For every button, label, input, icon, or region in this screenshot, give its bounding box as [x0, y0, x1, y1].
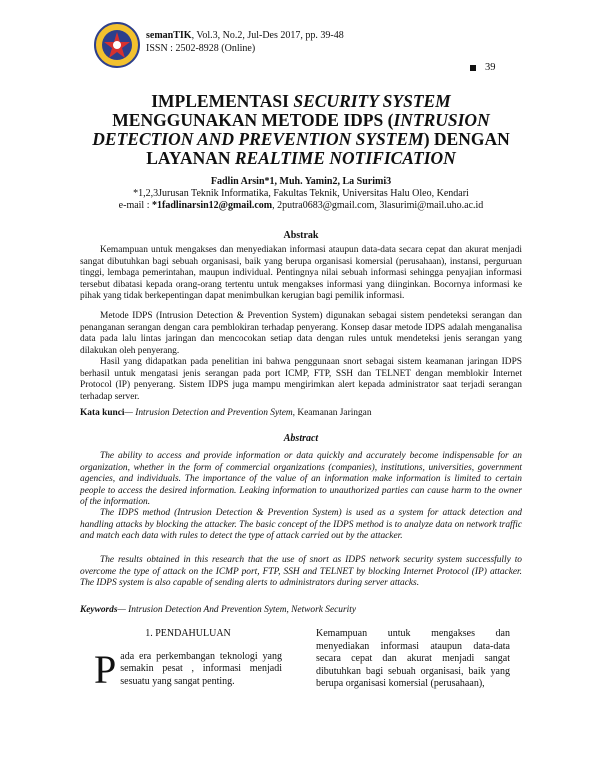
journal-citation: semanTIK, Vol.3, No.2, Jul-Des 2017, pp. 39-48 — [146, 30, 344, 41]
kata-kunci: Kata kunci— Intrusion Detection and Prevention Sytem, Keamanan Jaringan — [80, 408, 372, 418]
abstract-paragraph-3: The results obtained in this research that the use of snort as IDPS network security system successfully to overcome the type of attack on the ICMP port, FTP, SSH and TELNET by blocking Internet Protocol (IP) attacker. The IDPS system is also capable of sending alerts to administrators during server attacks. — [80, 555, 522, 588]
abstrak-paragraph-2: Metode IDPS (Intrusion Detection & Prevention System) digunakan sebagai sistem pendeteksi serangan dan penanganan serangan dengan cara pemblokiran terhadap penyerang. Konsep dasar metode IDPS adalah menganalisa data pada lalu lintas jaringan dan mencocokan setiap data dengan rules untuk mendeteksi jenis serangan yang dilakukan oleh penyerang. — [80, 311, 522, 356]
intro-right-column — [316, 628, 510, 691]
abstract-heading: Abstract — [283, 433, 319, 444]
author-block — [90, 176, 512, 212]
journal-issn: ISSN : 2502-8928 (Online) — [146, 42, 256, 54]
author-emails: e-mail : *1fadlinarsin12@gmail.com, 2putra0683@gmail.com, 3lasurimi@mail.uho.ac.id — [118, 200, 484, 211]
abstract-paragraph-1: The ability to access and provide information or data quickly and accurately become indispensable for an organization, whether in the form of commercial organizations (companies), institutions, universities, government agencies, and individuals. The importance of the value of an information make information is limited to certain people to access the desired information. Leaking information to unauthorized parties can cause harm to the owner of the information. — [80, 451, 522, 507]
abstrak-paragraph-3: Hasil yang didapatkan pada penelitian ini bahwa penggunaan snort sebagai sistem keamanan jaringan IDPS berhasil untuk mengatasi jenis serangan pada port ICMP, FTP, SSH dan TELNET dengan memblokir Internet Protocol (IP) penyerang. Sistem IDPS juga mampu mengirimkan alert kepada administrator saat terjadi serangan terhadap server. — [80, 357, 522, 402]
drop-cap: P — [94, 646, 117, 692]
email-link-1[interactable]: *1fadlinarsin12@gmail.com — [152, 200, 273, 211]
page-number: 39 — [470, 62, 496, 73]
square-bullet-icon — [470, 65, 476, 71]
abstrak-paragraph-1: Kemampuan untuk mengakses dan menyediakan informasi ataupun data-data secara cepat dan akurat menjadi sangat dibutuhkan bagi sebuah organisasi, baik yang berupa organisasi komersial (perusahaan), instansi, perguruan tinggi, lembaga pemerintahan, maupun individual. Pentingnya nilai sebuah informasi sehingga penyajian informasi tersebut dibatasi kepada orang-orang tertentu untuk mengakses informasi yang diinginkan. Bocornya informasi ke pihak yang tidak berkepentingan dapat menimbulkan kerugian bagi pemilik informasi. — [80, 245, 522, 301]
keywords: Keywords— Intrusion Detection And Prevention Sytem, Network Security — [80, 605, 356, 615]
intro-paragraph-right: Kemampuan untuk mengakses dan menyediakan informasi ataupun data-data secara cepat dan akurat menjadi sangat dibutuhkan bagi sebuah organisasi, baik yang berupa organisasi komersial (perusahaan), — [316, 628, 510, 689]
intro-left-column — [94, 628, 282, 692]
author-affiliation: *1,2,3Jurusan Teknik Informatika, Fakultas Teknik, Universitas Halu Oleo, Kendari — [133, 188, 469, 199]
email-links-other[interactable]: , 2putra0683@gmail.com, 3lasurimi@mail.uho.ac.id — [272, 200, 484, 211]
paper-title: IMPLEMENTASI SECURITY SYSTEM MENGGUNAKAN METODE IDPS (INTRUSION DETECTION AND PREVENTION SYSTEM) DENGAN LAYANAN REALTIME NOTIFICATION — [92, 91, 510, 168]
journal-header — [146, 30, 344, 55]
intro-paragraph-left: ada era perkembangan teknologi yang semakin pesat , informasi menjadi sesuatu yang sangat penting. — [120, 650, 282, 687]
journal-logo-icon — [94, 22, 140, 68]
abstrak-heading: Abstrak — [283, 230, 319, 241]
section-heading-pendahuluan: 1. PENDAHULUAN — [145, 628, 231, 639]
author-names: Fadlin Arsin*1, Muh. Yamin2, La Surimi3 — [210, 176, 392, 187]
abstract-paragraph-2: The IDPS method (Intrusion Detection & Prevention System) is used as a system for attack detection and handling attacks by blocking the attacker. The basic concept of the IDPS method is to analyze data on network traffic and match each data with rules to detect the type of attack carried out by the attacker. — [80, 508, 522, 541]
